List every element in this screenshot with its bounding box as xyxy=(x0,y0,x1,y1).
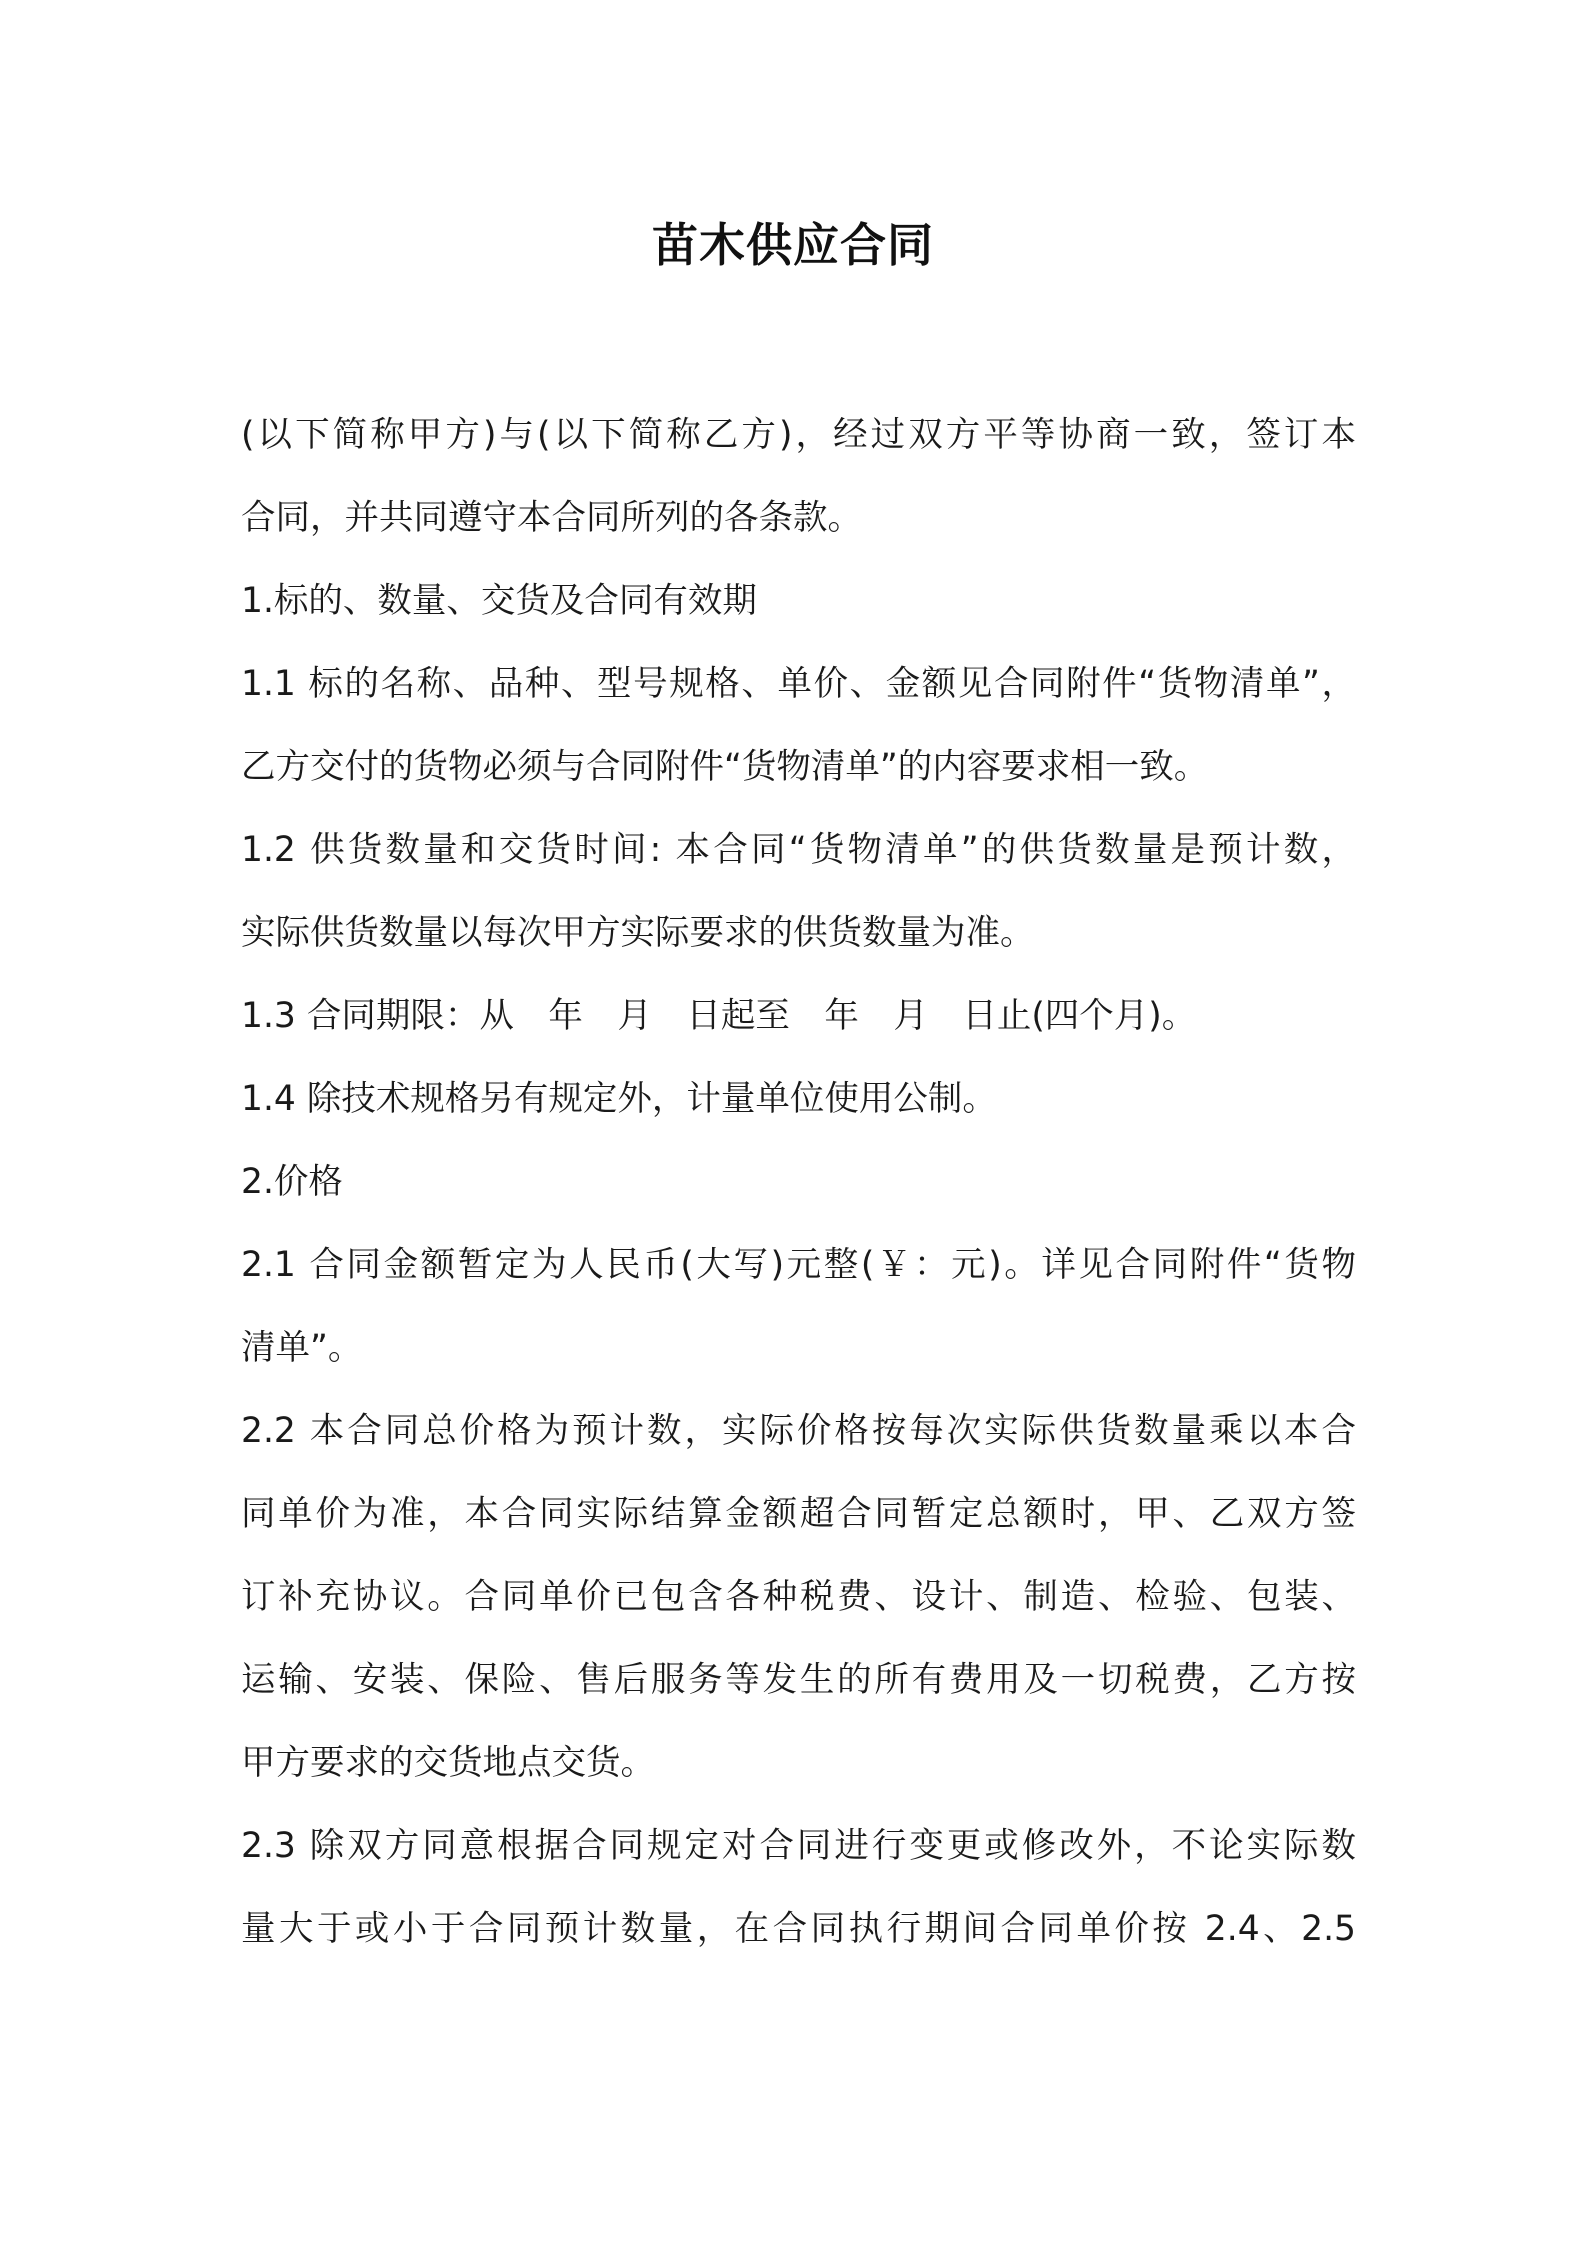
section-heading: 2.价格 xyxy=(241,1162,343,1202)
paragraph-line: 乙方交付的货物必须与合同附件“货物清单”的内容要求相一致。 xyxy=(241,747,1209,787)
paragraph-line: 2.3 除双方同意根据合同规定对合同进行变更或修改外，不论实际数 xyxy=(241,1826,1356,1866)
paragraph-line: 实际供货数量以每次甲方实际要求的供货数量为准。 xyxy=(241,913,1035,953)
paragraph-line: 1.1 标的名称、品种、型号规格、单价、金额见合同附件“货物清单”， xyxy=(241,664,1356,704)
document-title: 苗木供应合同 xyxy=(652,218,934,272)
paragraph-line: 运输、安装、保险、售后服务等发生的所有费用及一切税费，乙方按 xyxy=(241,1660,1356,1700)
paragraph-line: 2.1 合同金额暂定为人民币(大写)元整(￥：元)。详见合同附件“货物 xyxy=(241,1245,1356,1285)
paragraph-line: 1.2 供货数量和交货时间: 本合同“货物清单”的供货数量是预计数， xyxy=(241,830,1356,870)
document-body xyxy=(241,405,1356,1982)
paragraph-line: 甲方要求的交货地点交货。 xyxy=(241,1743,655,1783)
paragraph-line: 清单”。 xyxy=(241,1328,363,1368)
paragraph-line: 1.3 合同期限：从 年 月 日起至 年 月 日止(四个月)。 xyxy=(241,996,1197,1036)
paragraph-line: 同单价为准，本合同实际结算金额超合同暂定总额时，甲、乙双方签 xyxy=(241,1494,1356,1534)
paragraph-line: 合同，并共同遵守本合同所列的各条款。 xyxy=(241,498,862,538)
paragraph-line: (以下简称甲方)与(以下简称乙方)，经过双方平等协商一致，签订本 xyxy=(241,415,1356,455)
paragraph-line: 1.4 除技术规格另有规定外，计量单位使用公制。 xyxy=(241,1079,997,1119)
paragraph-line: 2.2 本合同总价格为预计数，实际价格按每次实际供货数量乘以本合 xyxy=(241,1411,1356,1451)
paragraph-line: 量大于或小于合同预计数量，在合同执行期间合同单价按 2.4、2.5 xyxy=(241,1909,1356,1949)
paragraph-line: 订补充协议。合同单价已包含各种税费、设计、制造、检验、包装、 xyxy=(241,1577,1356,1617)
section-heading: 1.标的、数量、交货及合同有效期 xyxy=(241,581,757,621)
